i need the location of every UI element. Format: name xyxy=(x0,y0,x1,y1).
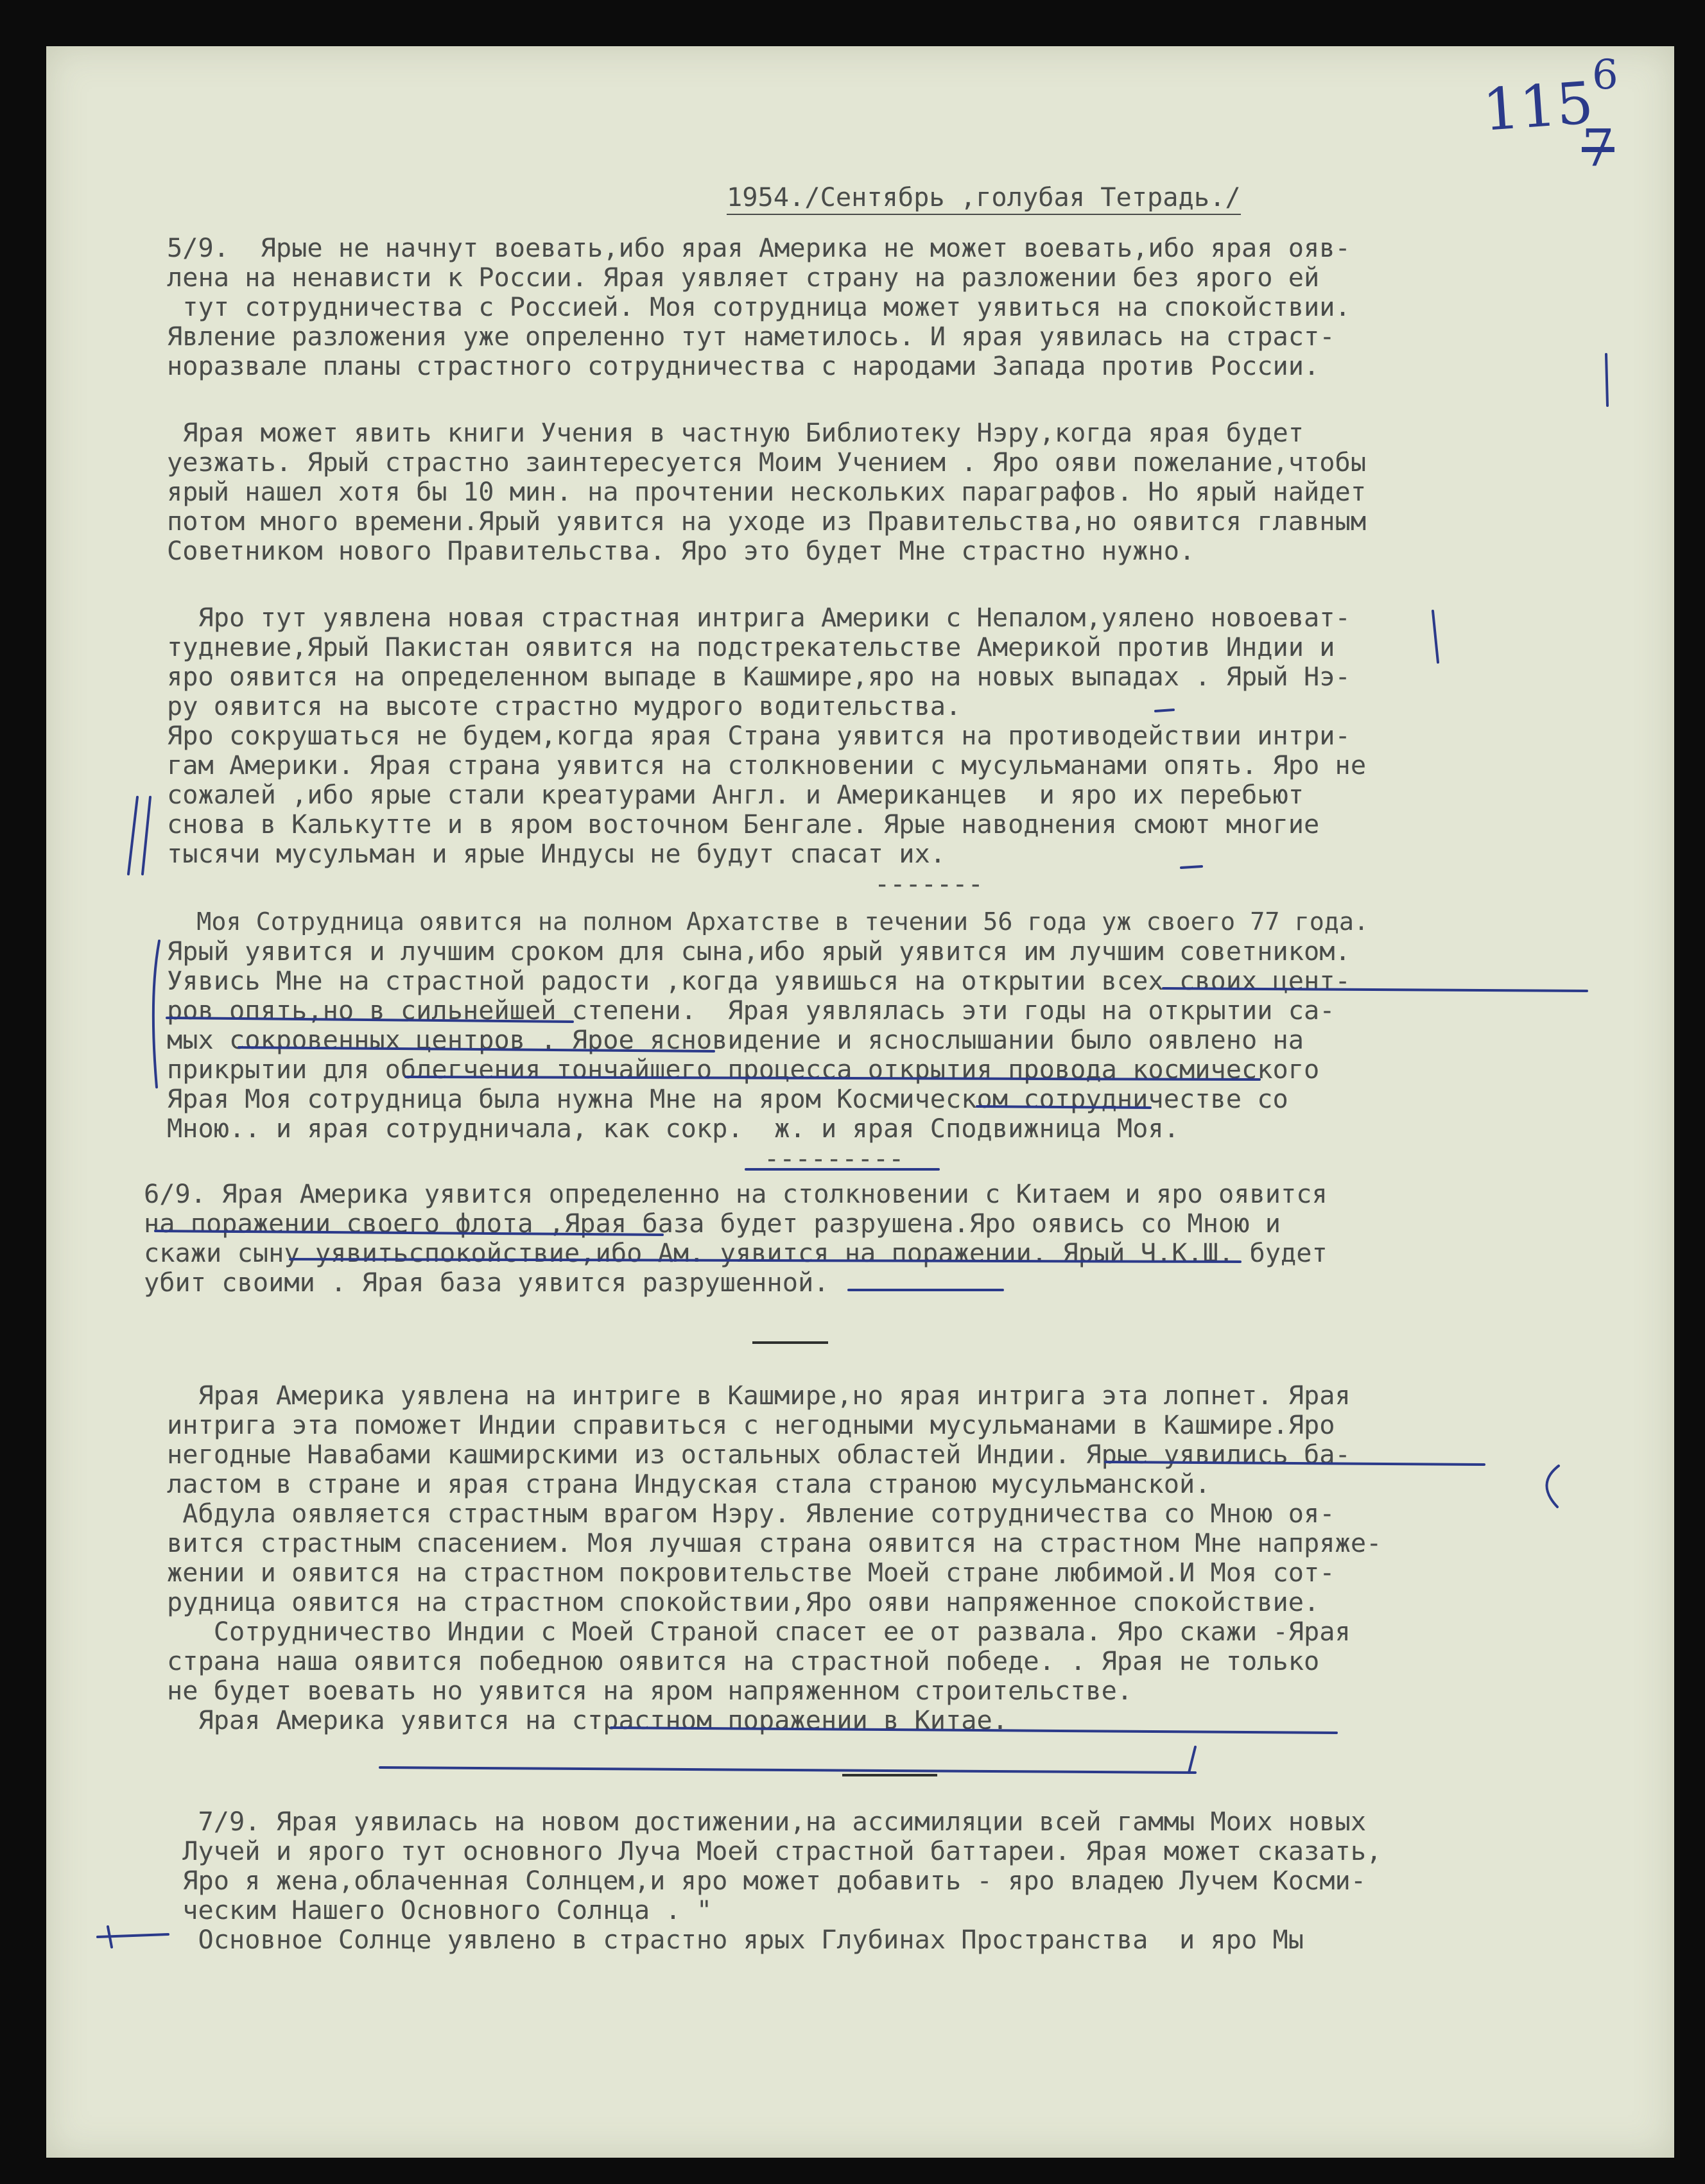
text-line: сожалей ,ибо ярые стали креатурами Англ. и Американцев и яро их перебьют xyxy=(167,780,1304,810)
underline-mark xyxy=(380,1767,1195,1773)
curve-mark xyxy=(1546,1466,1559,1507)
text-line: Ярый уявится и лучшим сроком для сына,ибо ярый уявится им лучшим советником. xyxy=(167,936,1351,967)
text-line: негодные Навабами кашмирскими из остальных областей Индии. Ярые уявились ба- xyxy=(167,1440,1351,1470)
separator: ------- xyxy=(874,869,983,899)
text-line: вится страстным спасением. Моя лучшая страна оявится на страстном Мне напряже- xyxy=(167,1528,1382,1558)
text-line: Явление разложения уже опреленно тут наметилось. И ярая уявилась на страст- xyxy=(167,322,1335,352)
text-line: жении и оявится на страстном покровительстве Моей стране любимой.И Моя сот- xyxy=(167,1558,1335,1588)
text-line: Ярая Америка уявится на страстном поражении в Китае. xyxy=(167,1705,1008,1735)
text-line: Советником нового Правительства. Яро это будет Мне страстно нужно. xyxy=(167,536,1195,566)
text-line: ярый нашел хотя бы 10 мин. на прочтении нескольких параграфов. Но ярый найдет xyxy=(167,477,1367,507)
crossed-page-number: 7 xyxy=(1582,118,1614,178)
text-line: Лучей и ярого тут основного Луча Моей страстной баттареи. Ярая может сказать, xyxy=(167,1836,1382,1866)
text-line: убит своими . Ярая база уявится разрушенной. xyxy=(144,1268,829,1298)
text-line: Сотрудничество Индии с Моей Страной спасет ее от развала. Яро скажи -Ярая xyxy=(167,1617,1351,1647)
document-page xyxy=(46,46,1674,2158)
text-line: Ярая может явить книги Учения в частную Библиотеку Нэру,когда ярая будет xyxy=(167,418,1304,448)
text-line: ластом в стране и ярая страна Индуская стала страною мусульманской. xyxy=(167,1469,1211,1499)
text-line: на поражении своего флота ,Ярая база будет разрушена.Яро оявись со Мною и xyxy=(144,1208,1281,1239)
text-line: страна наша оявится победною оявится на страстной победе. . Ярая не только xyxy=(167,1646,1320,1676)
margin-bar-mark xyxy=(128,797,137,874)
page-number: 6 xyxy=(1592,51,1618,99)
text-line: мых сокровенных центров . Ярое ясновидение и яснослышании было оявлено на xyxy=(167,1025,1304,1055)
text-line: Мною.. и ярая сотрудничала, как сокр. ж. и ярая Сподвижница Моя. xyxy=(167,1113,1179,1144)
separator-rule xyxy=(752,1341,828,1344)
text-line: Абдула оявляется страстным врагом Нэру. Явление сотрудничества со Мною оя- xyxy=(167,1499,1335,1529)
text-line: Основное Солнце уявлено в страстно ярых Глубинах Пространства и яро Мы xyxy=(167,1925,1304,1955)
text-line: ческим Нашего Основного Солнца . " xyxy=(167,1895,713,1925)
text-line: скажи сыну уявитьспокойствие,ибо Ам. уявится на поражении. Ярый Ч.К.Ш. будет xyxy=(144,1238,1328,1268)
text-line: рудница оявится на страстном спокойствии,Яро ояви напряженное спокойствие. xyxy=(167,1587,1320,1617)
dash-mark xyxy=(1181,866,1202,868)
archive-number: 115 xyxy=(1480,69,1596,144)
text-line: Яро я жена,облаченная Солнцем,и яро может добавить - яро владею Лучем Косми- xyxy=(167,1866,1367,1896)
margin-bar-mark xyxy=(1606,354,1607,406)
text-line: не будет воевать но уявится на яром напряженном строительстве. xyxy=(167,1676,1133,1706)
text-line: 7/9. Ярая уявилась на новом достижении,на ассимиляции всей гаммы Моих новых xyxy=(167,1807,1367,1837)
text-line: Яро сокрушаться не будем,когда ярая Страна уявится на противодействии интри- xyxy=(167,721,1351,751)
text-line: 5/9. Ярые не начнут воевать,ибо ярая Америка не может воевать,ибо ярая ояв- xyxy=(167,233,1351,263)
text-line: Ярая Моя сотрудница была нужна Мне на яром Космическом сотрудничестве со xyxy=(167,1084,1288,1114)
bracket-mark xyxy=(1189,1747,1195,1773)
dash-mark xyxy=(1155,710,1173,711)
check-mark xyxy=(1433,611,1438,662)
separator-rule xyxy=(842,1774,937,1776)
text-line: уезжать. Ярый страстно заинтересуется Моим Учением . Яро ояви пожелание,чтобы xyxy=(167,447,1367,477)
text-line: тысячи мусульман и ярые Индусы не будут спасат их. xyxy=(167,839,946,869)
text-line: Яро тут уявлена новая страстная интрига Америки с Непалом,уялено новоеват- xyxy=(167,603,1351,633)
text-line: прикрытии для облегчения тончайшего процесса открытия провода космического xyxy=(167,1054,1320,1085)
separator: --------- xyxy=(764,1144,904,1174)
text-line: ру оявится на высоте страстно мудрого водительства. xyxy=(167,691,962,721)
text-line: Ярая Америка уявлена на интриге в Кашмире,но ярая интрига эта лопнет. Ярая xyxy=(167,1380,1351,1411)
text-line: 6/9. Ярая Америка уявится определенно на столкновении с Китаем и яро оявится xyxy=(144,1179,1328,1209)
margin-tick-mark xyxy=(108,1927,112,1947)
text-line: тудневие,Ярый Пакистан оявится на подстрекательстве Америкой против Индии и xyxy=(167,632,1335,662)
margin-bar-mark xyxy=(143,797,150,874)
text-line: лена на ненависти к России. Ярая уявляет страну на разложении без ярого ей xyxy=(167,262,1320,293)
text-line: норазвале планы страстного сотрудничества с народами Запада против России. xyxy=(167,351,1320,381)
text-line: интрига эта поможет Индии справиться с негодными мусульманами в Кашмире.Яро xyxy=(167,1410,1335,1440)
margin-dash-mark xyxy=(98,1934,168,1937)
text-line: тут сотрудничества с Россией. Моя сотрудница может уявиться на спокойствии. xyxy=(167,292,1351,322)
text-line: снова в Калькутте и в яром восточном Бенгале. Ярые наводнения смоют многие xyxy=(167,809,1320,839)
text-line: Уявись Мне на страстной радости ,когда уявишься на открытии всех своих цент- xyxy=(167,966,1351,996)
text-line: Моя Сотрудница оявится на полном Архатстве в течении 56 года уж своего 77 года. xyxy=(167,907,1369,936)
page-title: 1954./Сентябрь ,голубая Тетрадь./ xyxy=(727,182,1241,215)
text-line: потом много времени.Ярый уявится на уходе из Правительства,но оявится главным xyxy=(167,506,1367,537)
text-line: ров опять,но в сильнейшей степени. Ярая уявлялась эти годы на открытии са- xyxy=(167,995,1335,1026)
text-line: яро оявится на определенном выпаде в Кашмире,яро на новых выпадах . Ярый Нэ- xyxy=(167,662,1351,692)
text-line: гам Америки. Ярая страна уявится на столкновении с мусульманами опять. Яро не xyxy=(167,750,1367,780)
margin-bracket-mark xyxy=(153,941,159,1087)
